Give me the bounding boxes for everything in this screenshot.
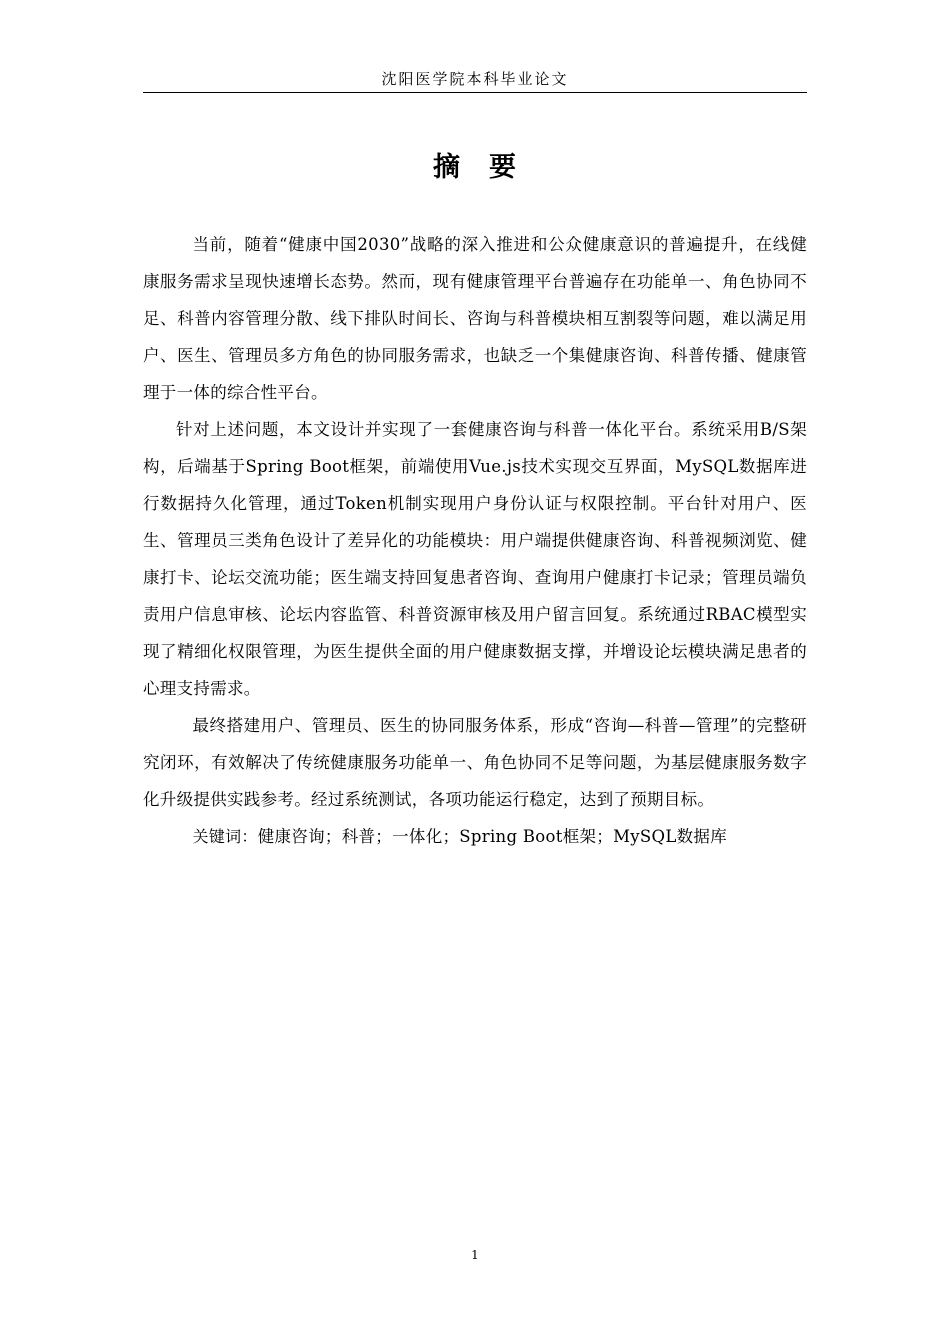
abstract-paragraph-3: 最终搭建用户、管理员、医生的协同服务体系，形成“咨询—科普—管理”的完整研究闭环，有效解决了传统健康服务功能单一、角色协同不足等问题，为基层健康服务数字化升级提供实践参考。经过系统测试，各项功能运行稳定，达到了预期目标。 — [143, 716, 807, 809]
abstract-body — [143, 226, 807, 855]
page-number: 1 — [471, 1248, 479, 1262]
keywords-label: 关键词： — [192, 827, 258, 846]
keywords-line — [143, 818, 807, 855]
header-text: 沈阳医学院本科毕业论文 — [381, 70, 569, 88]
abstract-paragraph-1: 当前，随着“健康中国2030”战略的深入推进和公众健康意识的普遍提升，在线健康服务需求呈现快速增长态势。然而，现有健康管理平台普遍存在功能单一、角色协同不足、科普内容管理分散、线下排队时间长、咨询与科普模块相互割裂等问题，难以满足用户、医生、管理员多方角色的协同服务需求，也缺乏一个集健康咨询、科普传播、健康管理于一体的综合性平台。 — [143, 235, 807, 402]
keywords-text: 健康咨询；科普；一体化；Spring Boot框架；MySQL数据库 — [257, 827, 727, 846]
abstract-paragraph-2: 针对上述问题，本文设计并实现了一套健康咨询与科普一体化平台。系统采用B/S架构，后端基于Spring Boot框架，前端使用Vue.js技术实现交互界面，MySQL数据库进行数据持久化管理，通过Token机制实现用户身份认证与权限控制。平台针对用户、医生、管理员三类角色设计了差异化的功能模块：用户端提供健康咨询、科普视频浏览、健康打卡、论坛交流功能；医生端支持回复患者咨询、查询用户健康打卡记录；管理员端负责用户信息审核、论坛内容监管、科普资源审核及用户留言回复。系统通过RBAC模型实现了精细化权限管理，为医生提供全面的用户健康数据支撑，并增设论坛模块满足患者的心理支持需求。 — [143, 420, 807, 698]
abstract-title: 摘 要 — [433, 152, 517, 183]
page-header — [143, 68, 807, 93]
